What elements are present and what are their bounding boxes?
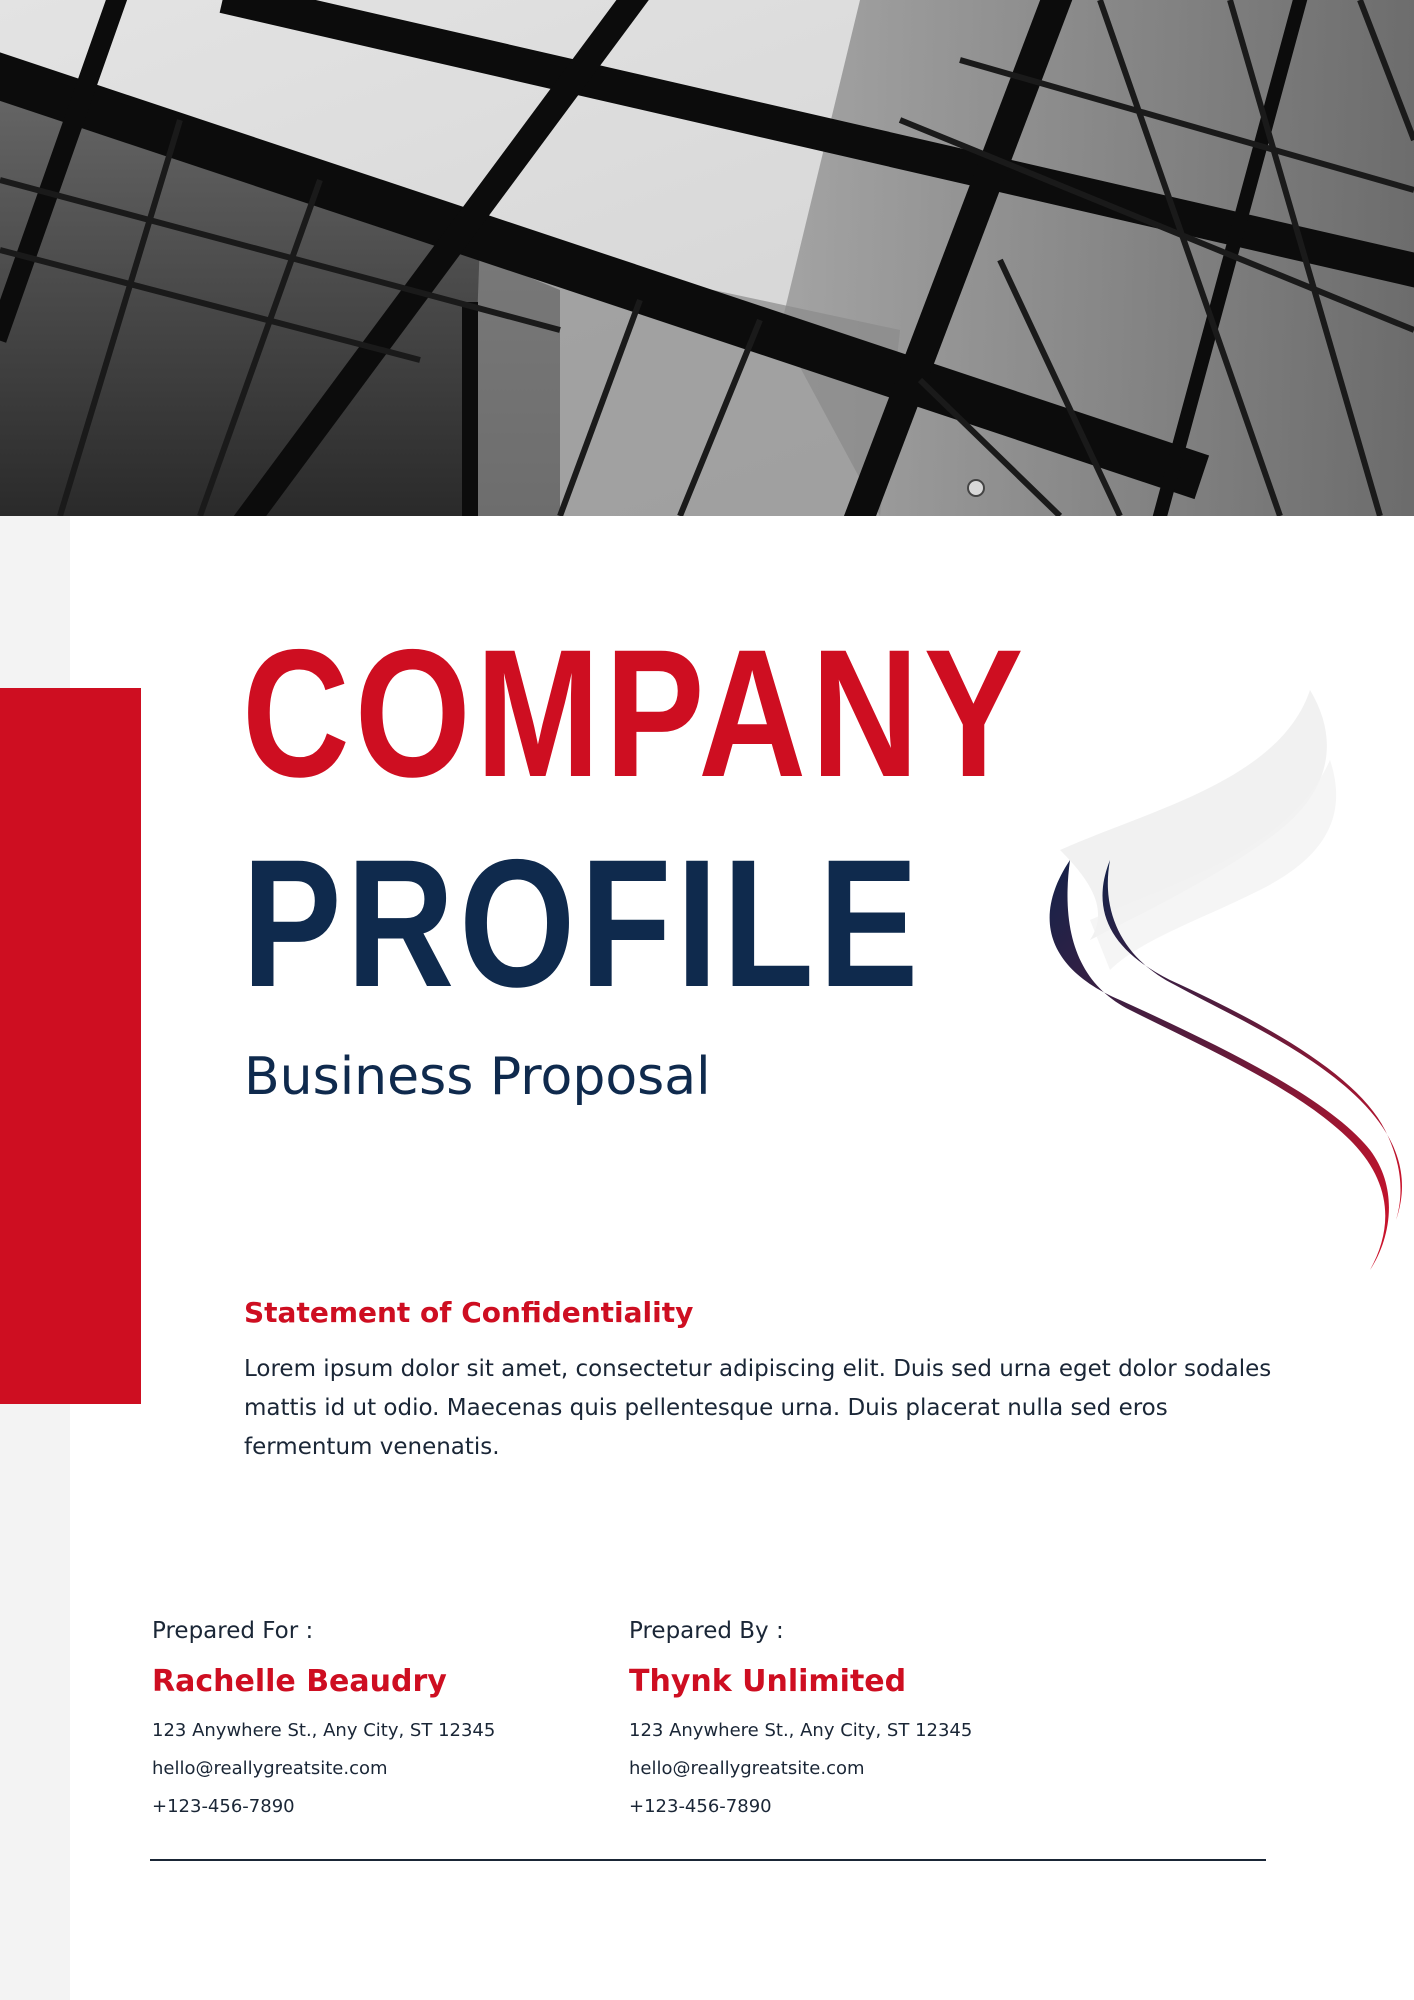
red-accent-bar bbox=[0, 688, 141, 1404]
footer-divider bbox=[150, 1859, 1266, 1861]
confidentiality-body: Lorem ipsum dolor sit amet, consectetur adipiscing elit. Duis sed urna eget dolor sodales mattis id ut odio. Maecenas quis pellentesque urna. Duis placerat nulla sed eros fermentum venenatis. bbox=[244, 1356, 1272, 1460]
confidentiality-heading: Statement of Confidentiality bbox=[244, 1296, 694, 1329]
prepared-by-address: 123 Anywhere St., Any City, ST 12345 bbox=[629, 1720, 973, 1741]
prepared-by-block bbox=[629, 1614, 1069, 1826]
prepared-by-phone: +123-456-7890 bbox=[629, 1796, 772, 1817]
subtitle: Business Proposal bbox=[244, 1047, 711, 1107]
prepared-for-phone: +123-456-7890 bbox=[152, 1796, 295, 1817]
prepared-by-email: hello@reallygreatsite.com bbox=[629, 1758, 865, 1779]
prepared-for-label: Prepared For : bbox=[152, 1618, 314, 1644]
prepared-by-label: Prepared By : bbox=[629, 1618, 784, 1644]
hero-photo bbox=[0, 0, 1414, 516]
title-line-1: COMPANY bbox=[242, 611, 1029, 815]
prepared-for-block bbox=[152, 1614, 592, 1826]
glass-roof-illustration bbox=[0, 0, 1414, 516]
ribbon-swoosh-graphic bbox=[1030, 680, 1410, 1280]
title-line-2: PROFILE bbox=[242, 821, 924, 1025]
prepared-by-name: Thynk Unlimited bbox=[629, 1664, 907, 1699]
prepared-for-email: hello@reallygreatsite.com bbox=[152, 1758, 388, 1779]
prepared-for-name: Rachelle Beaudry bbox=[152, 1664, 447, 1699]
prepared-for-address: 123 Anywhere St., Any City, ST 12345 bbox=[152, 1720, 496, 1741]
